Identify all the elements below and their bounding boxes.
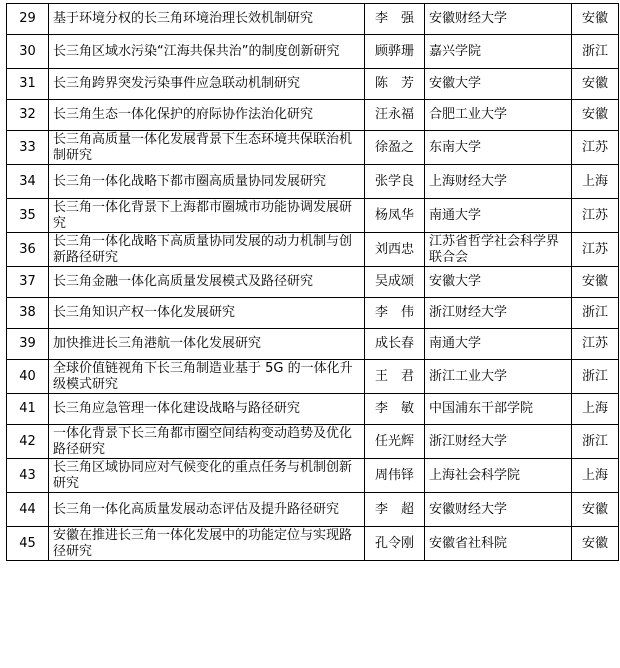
- province: 浙江: [572, 425, 619, 459]
- project-title: 长三角一体化战略下都市圈高质量协同发展研究: [49, 165, 365, 199]
- province: 江苏: [572, 131, 619, 165]
- organization: 南通大学: [425, 199, 572, 233]
- row-number: 45: [7, 527, 49, 561]
- principal-investigator: 王 君: [365, 360, 425, 394]
- organization: 浙江工业大学: [425, 360, 572, 394]
- table-row: [7, 425, 619, 459]
- table-row: [7, 69, 619, 100]
- organization: 合肥工业大学: [425, 100, 572, 131]
- table-row: [7, 35, 619, 69]
- row-number: 33: [7, 131, 49, 165]
- principal-investigator: 顾骅珊: [365, 35, 425, 69]
- row-number: 39: [7, 329, 49, 360]
- organization: 浙江财经大学: [425, 298, 572, 329]
- province: 安徽: [572, 527, 619, 561]
- principal-investigator: 汪永福: [365, 100, 425, 131]
- table-row: [7, 493, 619, 527]
- organization: 安徽大学: [425, 267, 572, 298]
- row-number: 32: [7, 100, 49, 131]
- row-number: 42: [7, 425, 49, 459]
- table-row: [7, 199, 619, 233]
- project-title: 长三角应急管理一体化建设战略与路径研究: [49, 394, 365, 425]
- table-row: [7, 131, 619, 165]
- project-title: 长三角一体化背景下上海都市圈城市功能协调发展研究: [49, 199, 365, 233]
- table-row: [7, 329, 619, 360]
- province: 安徽: [572, 4, 619, 35]
- organization: 中国浦东干部学院: [425, 394, 572, 425]
- province: 江苏: [572, 199, 619, 233]
- project-table: [6, 3, 619, 561]
- organization: 安徽财经大学: [425, 4, 572, 35]
- project-title: 长三角一体化战略下高质量协同发展的动力机制与创新路径研究: [49, 233, 365, 267]
- project-title: 全球价值链视角下长三角制造业基于 5G 的一体化升级模式研究: [49, 360, 365, 394]
- province: 上海: [572, 459, 619, 493]
- project-title: 基于环境分权的长三角环境治理长效机制研究: [49, 4, 365, 35]
- table-row: [7, 459, 619, 493]
- principal-investigator: 成长春: [365, 329, 425, 360]
- project-title: 长三角跨界突发污染事件应急联动机制研究: [49, 69, 365, 100]
- principal-investigator: 孔令刚: [365, 527, 425, 561]
- province: 安徽: [572, 267, 619, 298]
- organization: 上海社会科学院: [425, 459, 572, 493]
- organization: 安徽省社科院: [425, 527, 572, 561]
- province: 江苏: [572, 329, 619, 360]
- principal-investigator: 杨凤华: [365, 199, 425, 233]
- table-row: [7, 527, 619, 561]
- project-title: 长三角金融一体化高质量发展模式及路径研究: [49, 267, 365, 298]
- row-number: 38: [7, 298, 49, 329]
- province: 浙江: [572, 360, 619, 394]
- principal-investigator: 李 强: [365, 4, 425, 35]
- table-row: [7, 394, 619, 425]
- project-title: 一体化背景下长三角都市圈空间结构变动趋势及优化路径研究: [49, 425, 365, 459]
- table-row: [7, 360, 619, 394]
- row-number: 43: [7, 459, 49, 493]
- table-row: [7, 4, 619, 35]
- table-row: [7, 267, 619, 298]
- organization: 嘉兴学院: [425, 35, 572, 69]
- table-row: [7, 100, 619, 131]
- principal-investigator: 吴成颂: [365, 267, 425, 298]
- row-number: 40: [7, 360, 49, 394]
- organization: 江苏省哲学社会科学界联合会: [425, 233, 572, 267]
- principal-investigator: 李 超: [365, 493, 425, 527]
- row-number: 37: [7, 267, 49, 298]
- project-title: 加快推进长三角港航一体化发展研究: [49, 329, 365, 360]
- project-title: 安徽在推进长三角一体化发展中的功能定位与实现路径研究: [49, 527, 365, 561]
- row-number: 35: [7, 199, 49, 233]
- province: 浙江: [572, 298, 619, 329]
- province: 上海: [572, 394, 619, 425]
- project-title: 长三角高质量一体化发展背景下生态环境共保联治机制研究: [49, 131, 365, 165]
- project-table-body: [7, 4, 619, 561]
- principal-investigator: 陈 芳: [365, 69, 425, 100]
- province: 安徽: [572, 69, 619, 100]
- table-row: [7, 165, 619, 199]
- province: 浙江: [572, 35, 619, 69]
- province: 江苏: [572, 233, 619, 267]
- row-number: 41: [7, 394, 49, 425]
- project-title: 长三角生态一体化保护的府际协作法治化研究: [49, 100, 365, 131]
- row-number: 31: [7, 69, 49, 100]
- row-number: 44: [7, 493, 49, 527]
- organization: 安徽财经大学: [425, 493, 572, 527]
- row-number: 36: [7, 233, 49, 267]
- principal-investigator: 张学良: [365, 165, 425, 199]
- project-title: 长三角一体化高质量发展动态评估及提升路径研究: [49, 493, 365, 527]
- province: 上海: [572, 165, 619, 199]
- organization: 安徽大学: [425, 69, 572, 100]
- principal-investigator: 徐盈之: [365, 131, 425, 165]
- principal-investigator: 任光辉: [365, 425, 425, 459]
- principal-investigator: 周伟铎: [365, 459, 425, 493]
- project-title: 长三角区域协同应对气候变化的重点任务与机制创新研究: [49, 459, 365, 493]
- principal-investigator: 李 伟: [365, 298, 425, 329]
- organization: 东南大学: [425, 131, 572, 165]
- project-title: 长三角知识产权一体化发展研究: [49, 298, 365, 329]
- organization: 上海财经大学: [425, 165, 572, 199]
- province: 安徽: [572, 493, 619, 527]
- province: 安徽: [572, 100, 619, 131]
- organization: 南通大学: [425, 329, 572, 360]
- row-number: 34: [7, 165, 49, 199]
- organization: 浙江财经大学: [425, 425, 572, 459]
- project-title: 长三角区域水污染“江海共保共治”的制度创新研究: [49, 35, 365, 69]
- row-number: 29: [7, 4, 49, 35]
- table-row: [7, 233, 619, 267]
- table-row: [7, 298, 619, 329]
- principal-investigator: 李 敏: [365, 394, 425, 425]
- row-number: 30: [7, 35, 49, 69]
- principal-investigator: 刘西忠: [365, 233, 425, 267]
